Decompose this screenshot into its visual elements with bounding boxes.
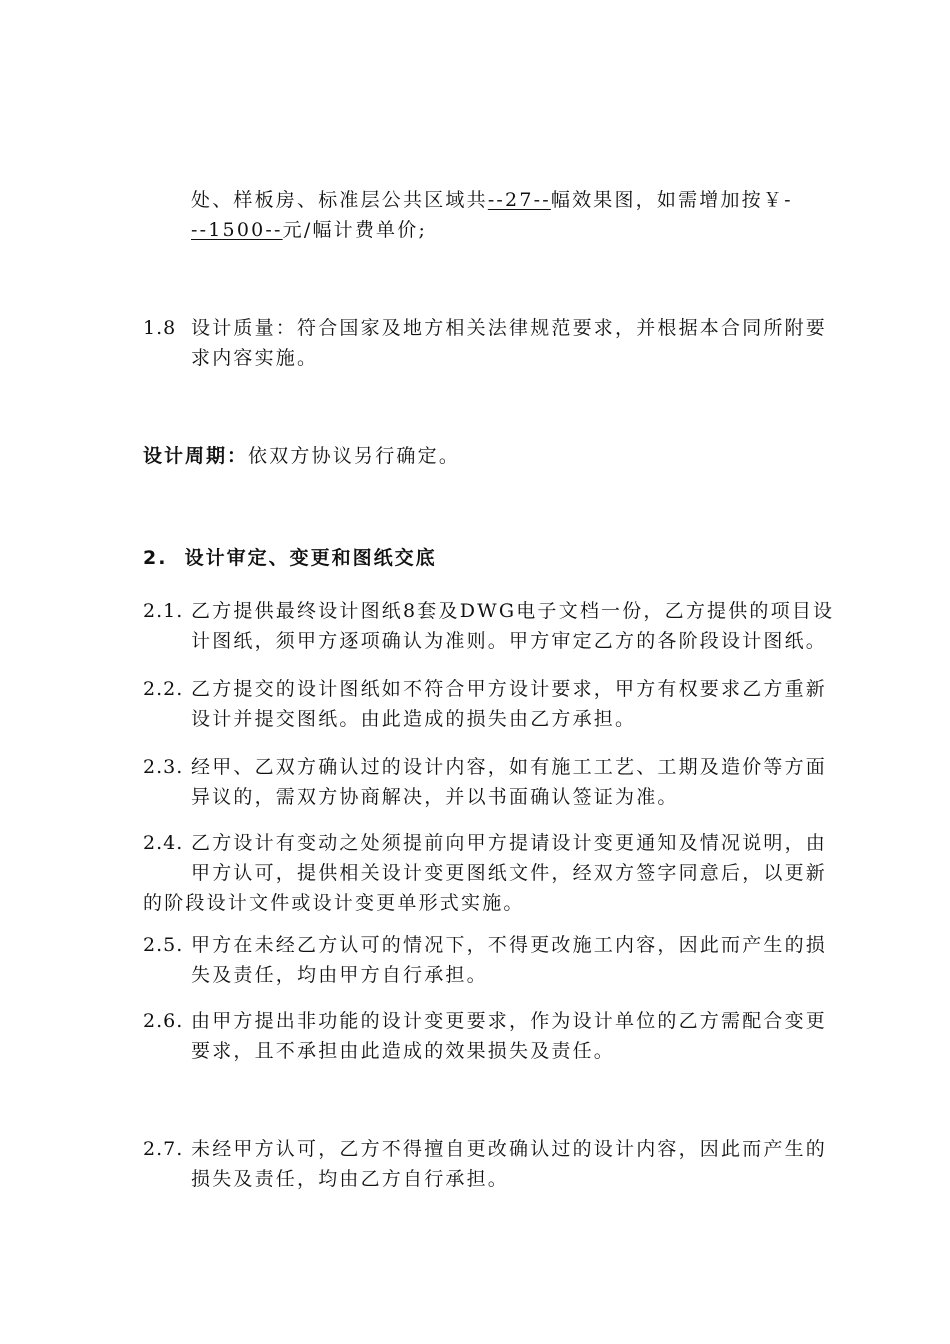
section-2-heading-block bbox=[143, 543, 865, 573]
clause-text: 甲方认可，提供相关设计变更图纸文件，经双方签字同意后，以更新 bbox=[191, 862, 828, 884]
clause-number: 2.3. bbox=[143, 756, 184, 778]
clause-line bbox=[143, 1036, 865, 1066]
intro-line-1 bbox=[143, 185, 865, 215]
clause-line bbox=[143, 858, 865, 888]
clause-2-6 bbox=[143, 1006, 865, 1066]
clause-line bbox=[143, 596, 865, 626]
clause-line bbox=[143, 752, 865, 782]
intro-text-b: 幅效果图，如需增加按￥- bbox=[550, 189, 793, 211]
clause-text: 经甲、乙双方确认过的设计内容，如有施工工艺、工期及造价等方面 bbox=[191, 756, 828, 778]
clause-2-2 bbox=[143, 674, 865, 734]
clause-line bbox=[143, 343, 865, 373]
clause-text: 计图纸，须甲方逐项确认为准则。甲方审定乙方的各阶段设计图纸。 bbox=[191, 630, 828, 652]
clause-2-4 bbox=[143, 828, 865, 918]
clause-line bbox=[143, 888, 865, 918]
clause-line bbox=[143, 674, 865, 704]
clause-line bbox=[143, 930, 865, 960]
clause-text: 乙方提交的设计图纸如不符合甲方设计要求，甲方有权要求乙方重新 bbox=[191, 678, 828, 700]
clause-text: 乙方设计有变动之处须提前向甲方提请设计变更通知及情况说明，由 bbox=[191, 832, 828, 854]
design-period-line bbox=[143, 441, 865, 471]
clause-text: 由甲方提出非功能的设计变更要求，作为设计单位的乙方需配合变更 bbox=[191, 1010, 828, 1032]
clause-2-7 bbox=[143, 1134, 865, 1194]
clause-line bbox=[143, 828, 865, 858]
clause-text: 失及责任，均由甲方自行承担。 bbox=[191, 964, 488, 986]
intro-text-c: 元/幅计费单价; bbox=[282, 219, 428, 241]
clause-number: 2.4. bbox=[143, 832, 184, 854]
design-period bbox=[143, 441, 865, 471]
clause-number: 2.6. bbox=[143, 1010, 184, 1032]
clause-text: 甲方在未经乙方认可的情况下，不得更改施工内容，因此而产生的损 bbox=[191, 934, 828, 956]
clause-text: 求内容实施。 bbox=[191, 347, 319, 369]
unit-price-field: --1500-- bbox=[191, 219, 283, 241]
intro-paragraph bbox=[143, 185, 865, 245]
section-heading: 2. 设计审定、变更和图纸交底 bbox=[143, 547, 437, 569]
clause-text: 异议的，需双方协商解决，并以书面确认签证为准。 bbox=[191, 786, 679, 808]
clause-number: 1.8 bbox=[143, 317, 177, 339]
design-period-label: 设计周期： bbox=[143, 445, 249, 467]
clause-text: 要求，且不承担由此造成的效果损失及责任。 bbox=[191, 1040, 616, 1062]
clause-line bbox=[143, 1164, 865, 1194]
clause-number: 2.5. bbox=[143, 934, 184, 956]
clause-line bbox=[143, 704, 865, 734]
clause-number: 2.2. bbox=[143, 678, 184, 700]
clause-line bbox=[143, 313, 865, 343]
clause-number: 2.7. bbox=[143, 1138, 184, 1160]
clause-line bbox=[143, 960, 865, 990]
clause-text: 的阶段设计文件或设计变更单形式实施。 bbox=[143, 892, 525, 914]
clause-text: 乙方提供最终设计图纸8套及DWG电子文档一份，乙方提供的项目设 bbox=[191, 600, 835, 622]
clause-text: 未经甲方认可，乙方不得擅自更改确认过的设计内容，因此而产生的 bbox=[191, 1138, 828, 1160]
clause-number: 2.1. bbox=[143, 600, 184, 622]
intro-line-2 bbox=[143, 215, 865, 245]
intro-text-a: 处、样板房、标准层公共区域共 bbox=[191, 189, 488, 211]
clause-1-8 bbox=[143, 313, 865, 373]
clause-line bbox=[143, 626, 865, 656]
clause-line bbox=[143, 1006, 865, 1036]
clause-line bbox=[143, 1134, 865, 1164]
design-period-text: 依双方协议另行确定。 bbox=[248, 445, 461, 467]
clause-line bbox=[143, 782, 865, 812]
clause-text: 损失及责任，均由乙方自行承担。 bbox=[191, 1168, 510, 1190]
clause-text: 设计并提交图纸。由此造成的损失由乙方承担。 bbox=[191, 708, 637, 730]
clause-2-3 bbox=[143, 752, 865, 812]
clause-2-1 bbox=[143, 596, 865, 656]
clause-2-5 bbox=[143, 930, 865, 990]
drawing-count-field: --27-- bbox=[487, 189, 551, 211]
clause-text: 设计质量：符合国家及地方相关法律规范要求，并根据本合同所附要 bbox=[191, 317, 828, 339]
